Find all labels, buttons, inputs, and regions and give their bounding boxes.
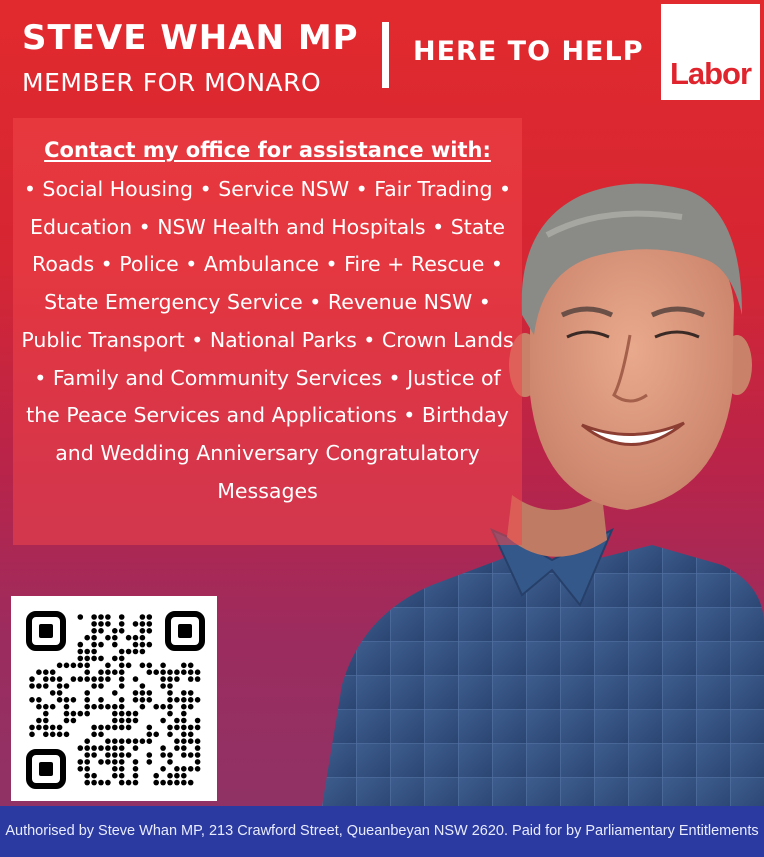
header-divider (382, 22, 389, 88)
mp-name: STEVE WHAN MP (22, 18, 359, 58)
labor-logo-text: Labor (669, 56, 752, 91)
services-panel (13, 118, 522, 545)
slogan: HERE TO HELP (413, 36, 644, 67)
qr-code[interactable] (11, 596, 217, 801)
qr-code-graphic (11, 596, 217, 801)
services-list: • Social Housing • Service NSW • Fair Trading • Education • NSW Health and Hospitals • State Roads • Police • Ambulance • Fire + Rescue • State Emergency Service • Revenue NSW • Public Transport • National Parks • Crown Lands • Family and Community Services • Justice of the Peace Services and Applications • Birthday and Wedding Anniversary Congratulatory Messages (21, 177, 514, 503)
services-heading: Contact my office for assistance with: (44, 138, 491, 162)
labor-logo (661, 4, 760, 100)
electorate-title: MEMBER FOR MONARO (22, 68, 322, 97)
authorisation-text: Authorised by Steve Whan MP, 213 Crawford Street, Queanbeyan NSW 2620. Paid for by Parliamentary Entitlements (5, 823, 759, 839)
footer (0, 806, 764, 857)
